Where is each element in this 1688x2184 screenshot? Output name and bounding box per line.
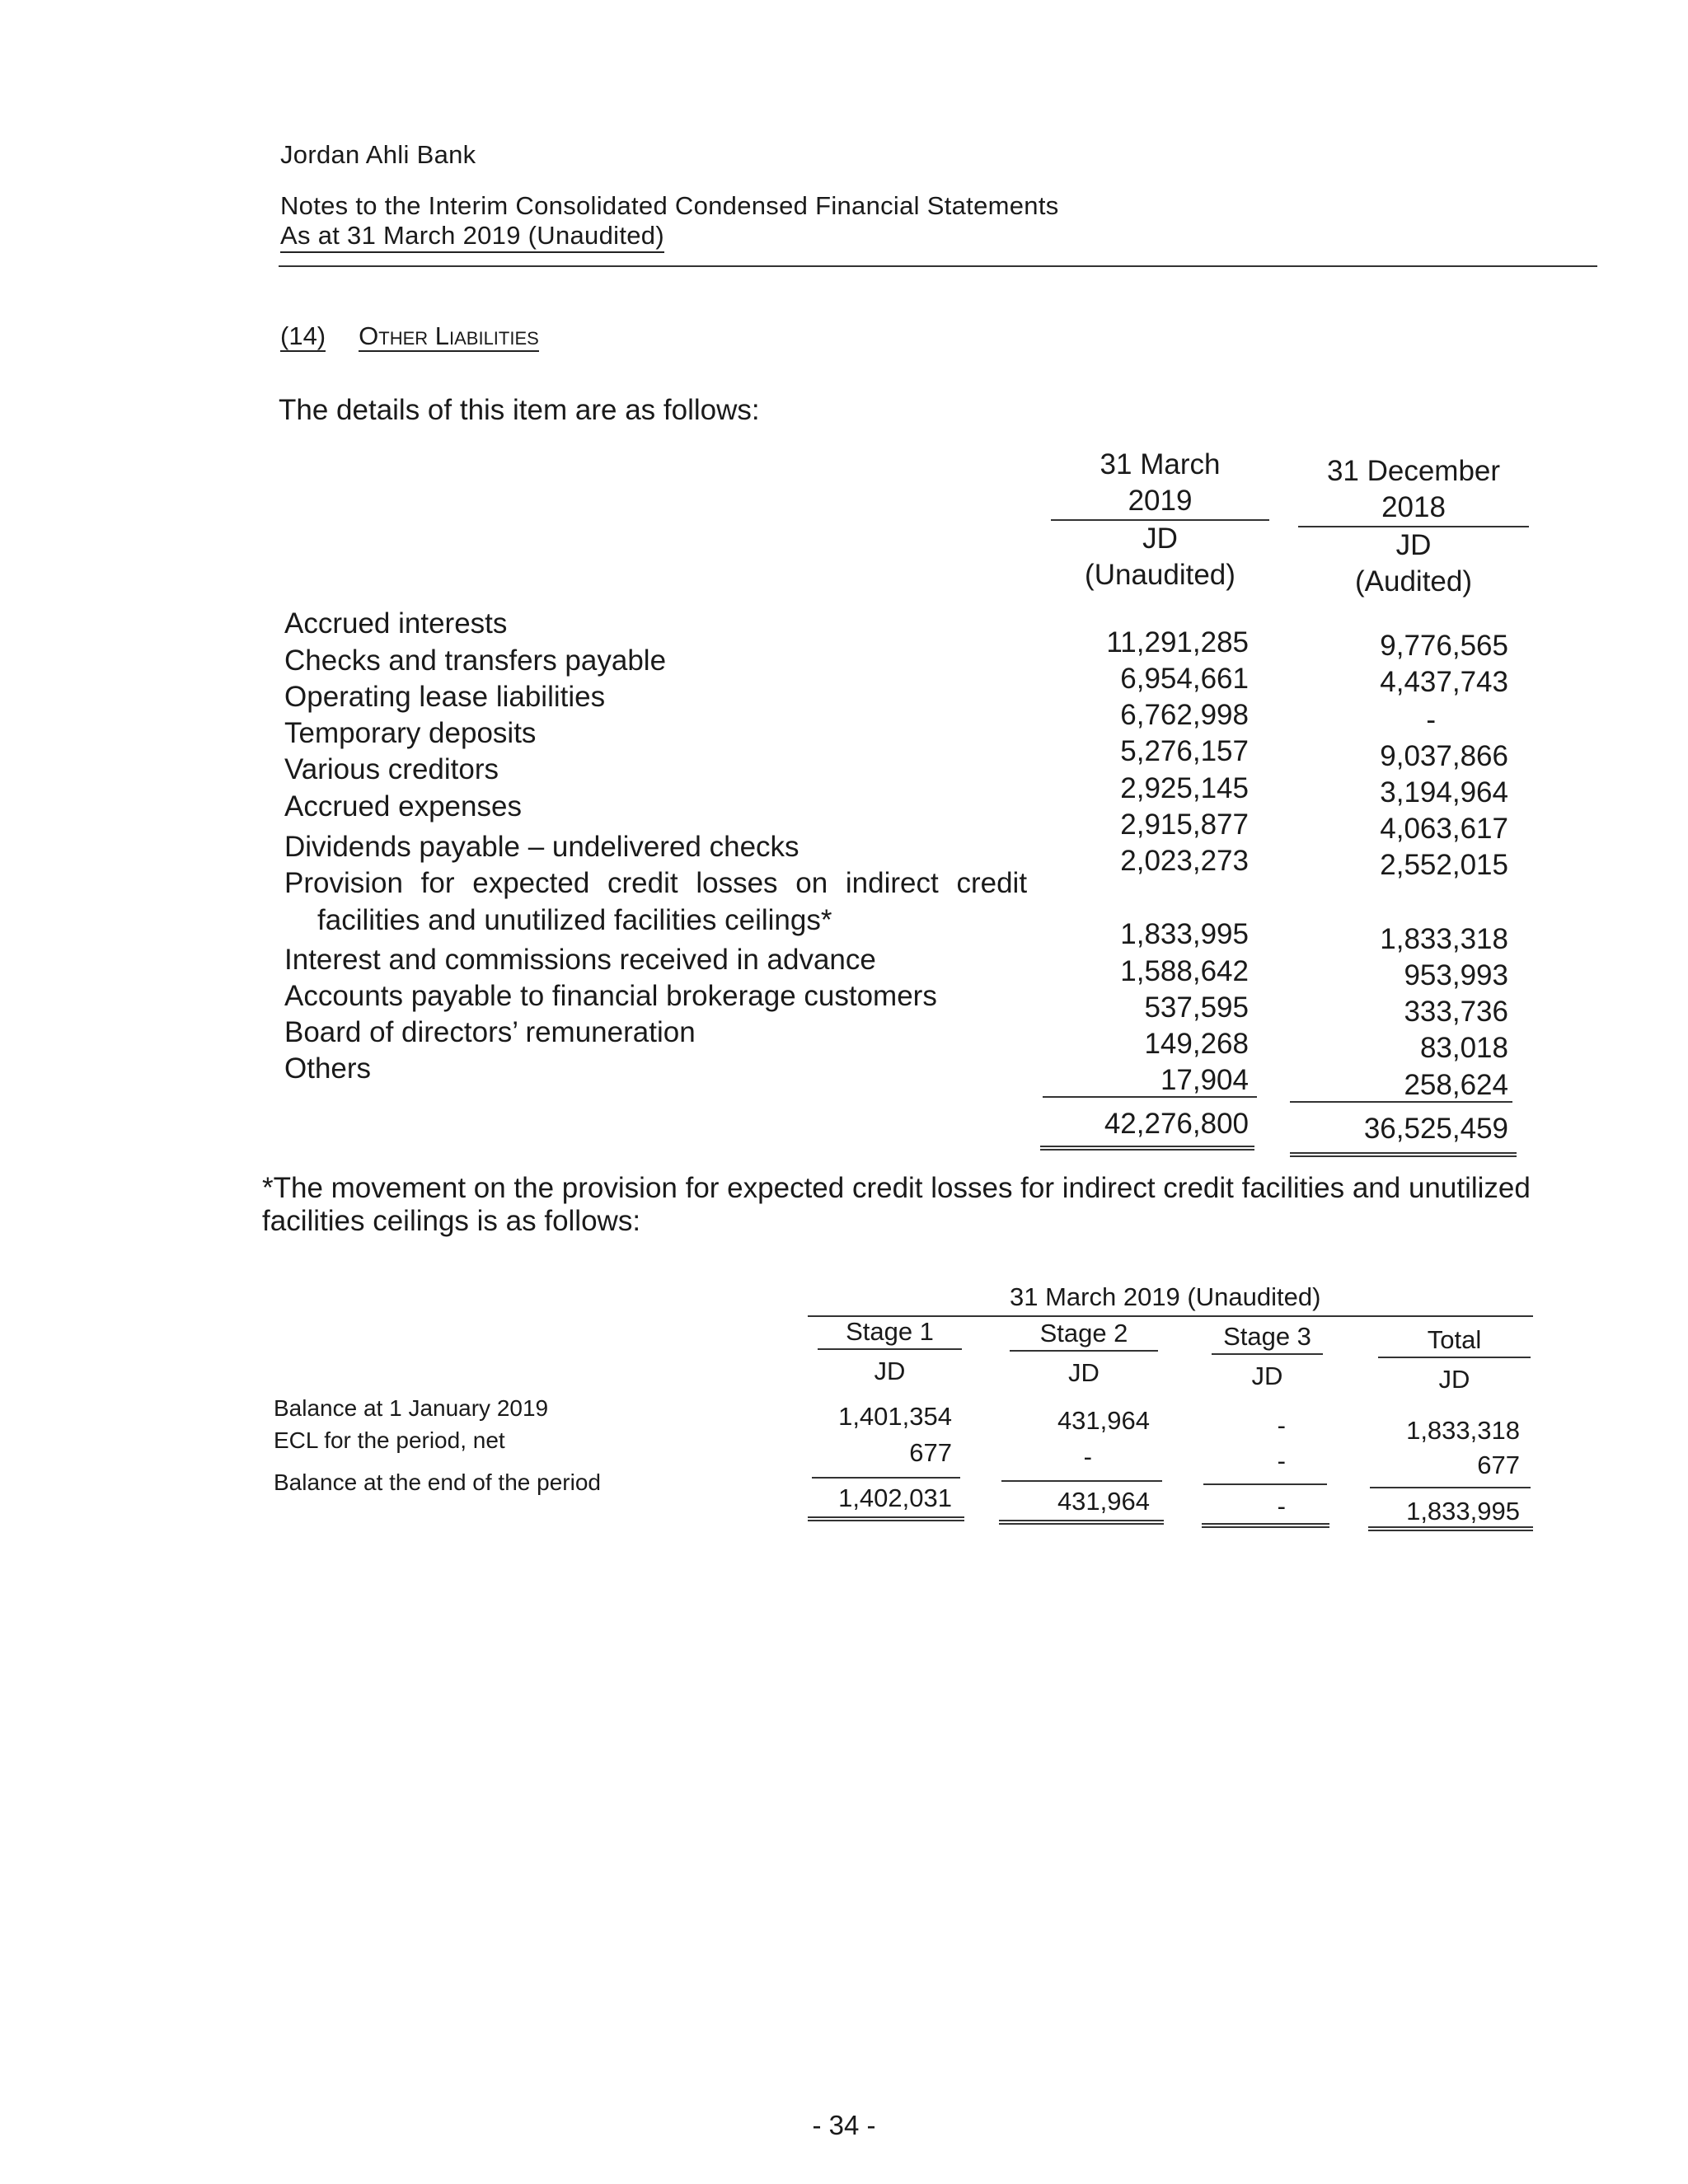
- footnote-text: *The movement on the provision for expected credit losses for indirect credit facilities and unutilized facilities ceilings is as follows:: [262, 1172, 1531, 1237]
- movement-rule-total: [1370, 1487, 1531, 1488]
- page-number: - 34 -: [812, 2110, 876, 2140]
- movement-rule-stage2: [1001, 1480, 1162, 1482]
- row-label: Board of directors’ remuneration: [284, 1016, 696, 1048]
- bank-name: Jordan Ahli Bank: [280, 140, 476, 169]
- value-2018: 83,018: [1419, 1032, 1508, 1064]
- movement-col-total: Total JD: [1378, 1324, 1531, 1396]
- movement-value: 1,833,995: [1406, 1497, 1520, 1526]
- section-name: Other Liabilities: [359, 321, 539, 350]
- movement-value: 431,964: [1057, 1487, 1150, 1516]
- header-divider: [279, 265, 1597, 267]
- column-header-2018: 31 December 2018 JD (Audited): [1298, 453, 1529, 600]
- row-label: Interest and commissions received in advance: [284, 944, 876, 976]
- value-2019: 6,954,661: [1120, 663, 1249, 695]
- value-2019: 2,915,877: [1120, 808, 1249, 841]
- value-2019: 5,276,157: [1120, 735, 1249, 767]
- value-2019: 149,268: [1144, 1028, 1249, 1060]
- movement-double-rule-stage1: [808, 1516, 964, 1521]
- movement-value: 1,833,318: [1406, 1416, 1520, 1445]
- movement-value: 431,964: [1057, 1406, 1150, 1435]
- movement-value: 1,402,031: [838, 1483, 952, 1512]
- value-2018: 1,833,318: [1380, 923, 1508, 955]
- row-label: Others: [284, 1052, 372, 1085]
- movement-rule-stage3: [1203, 1483, 1327, 1485]
- value-2018: 333,736: [1404, 996, 1508, 1028]
- value-2019: 2,925,145: [1120, 772, 1249, 804]
- movement-col-stage2: Stage 2 JD: [1010, 1317, 1158, 1390]
- row-label: Various creditors: [284, 753, 499, 785]
- section-number: (14): [280, 321, 326, 350]
- intro-text: The details of this item are as follows:: [279, 394, 760, 426]
- value-2018: 4,437,743: [1380, 666, 1508, 698]
- value-2018: 953,993: [1404, 959, 1508, 991]
- value-2018: 2,552,015: [1380, 849, 1508, 881]
- row-label: Temporary deposits: [284, 717, 537, 749]
- row-label-continued: facilities and unutilized facilities ceilings*: [317, 904, 832, 936]
- movement-row-label: Balance at the end of the period: [274, 1469, 601, 1495]
- movement-row-label: ECL for the period, net: [274, 1427, 505, 1453]
- value-2019: 17,904: [1160, 1064, 1249, 1096]
- row-label: Dividends payable – undelivered checks: [284, 831, 799, 863]
- value-2019: 11,291,285: [1106, 626, 1249, 658]
- subtotal-rule-2019: [1043, 1096, 1257, 1098]
- value-2018: 9,037,866: [1380, 740, 1508, 772]
- total-2018: 36,525,459: [1363, 1113, 1508, 1145]
- row-label: Accrued expenses: [284, 790, 522, 823]
- movement-value: -: [1277, 1411, 1286, 1440]
- total-double-rule-2019: [1040, 1146, 1254, 1151]
- column-header-2019: 31 March 2019 JD (Unaudited): [1051, 447, 1269, 593]
- row-label: Accounts payable to financial brokerage customers: [284, 980, 937, 1012]
- row-label: Provision for expected credit losses on indirect credit: [284, 867, 1028, 899]
- section-title: [280, 321, 539, 351]
- value-2018: 258,624: [1404, 1069, 1508, 1101]
- movement-double-rule-total: [1368, 1526, 1533, 1531]
- total-double-rule-2018: [1290, 1152, 1517, 1157]
- value-2019: 6,762,998: [1120, 699, 1249, 731]
- movement-row-label: Balance at 1 January 2019: [274, 1395, 549, 1421]
- row-label: Checks and transfers payable: [284, 644, 667, 677]
- movement-period: 31 March 2019 (Unaudited): [1010, 1282, 1321, 1311]
- row-label: Operating lease liabilities: [284, 681, 606, 713]
- movement-value: 1,401,354: [838, 1402, 952, 1431]
- value-2019: 2,023,273: [1120, 845, 1249, 877]
- movement-value: -: [1083, 1442, 1092, 1471]
- movement-double-rule-stage2: [999, 1520, 1164, 1525]
- value-2019: 1,833,995: [1120, 918, 1249, 950]
- movement-col-stage1: Stage 1 JD: [818, 1315, 962, 1388]
- movement-col-stage3: Stage 3 JD: [1212, 1320, 1323, 1393]
- value-2019: 1,588,642: [1120, 955, 1249, 987]
- movement-value: -: [1277, 1446, 1286, 1475]
- movement-rule-stage1: [812, 1477, 960, 1479]
- movement-value: 677: [1477, 1451, 1520, 1479]
- as-at-date: As at 31 March 2019 (Unaudited): [280, 219, 664, 252]
- value-2018: 3,194,964: [1380, 776, 1508, 808]
- value-2018: 9,776,565: [1380, 630, 1508, 662]
- value-2018: -: [1426, 704, 1436, 736]
- subtotal-rule-2018: [1290, 1101, 1512, 1103]
- total-2019: 42,276,800: [1104, 1108, 1249, 1140]
- value-2018: 4,063,617: [1380, 813, 1508, 845]
- row-label: Accrued interests: [284, 607, 508, 640]
- value-2019: 537,595: [1144, 991, 1249, 1024]
- movement-double-rule-stage3: [1202, 1523, 1329, 1528]
- movement-value: -: [1277, 1492, 1286, 1521]
- notes-title: Notes to the Interim Consolidated Condensed Financial Statements: [280, 191, 1059, 220]
- movement-value: 677: [909, 1438, 952, 1467]
